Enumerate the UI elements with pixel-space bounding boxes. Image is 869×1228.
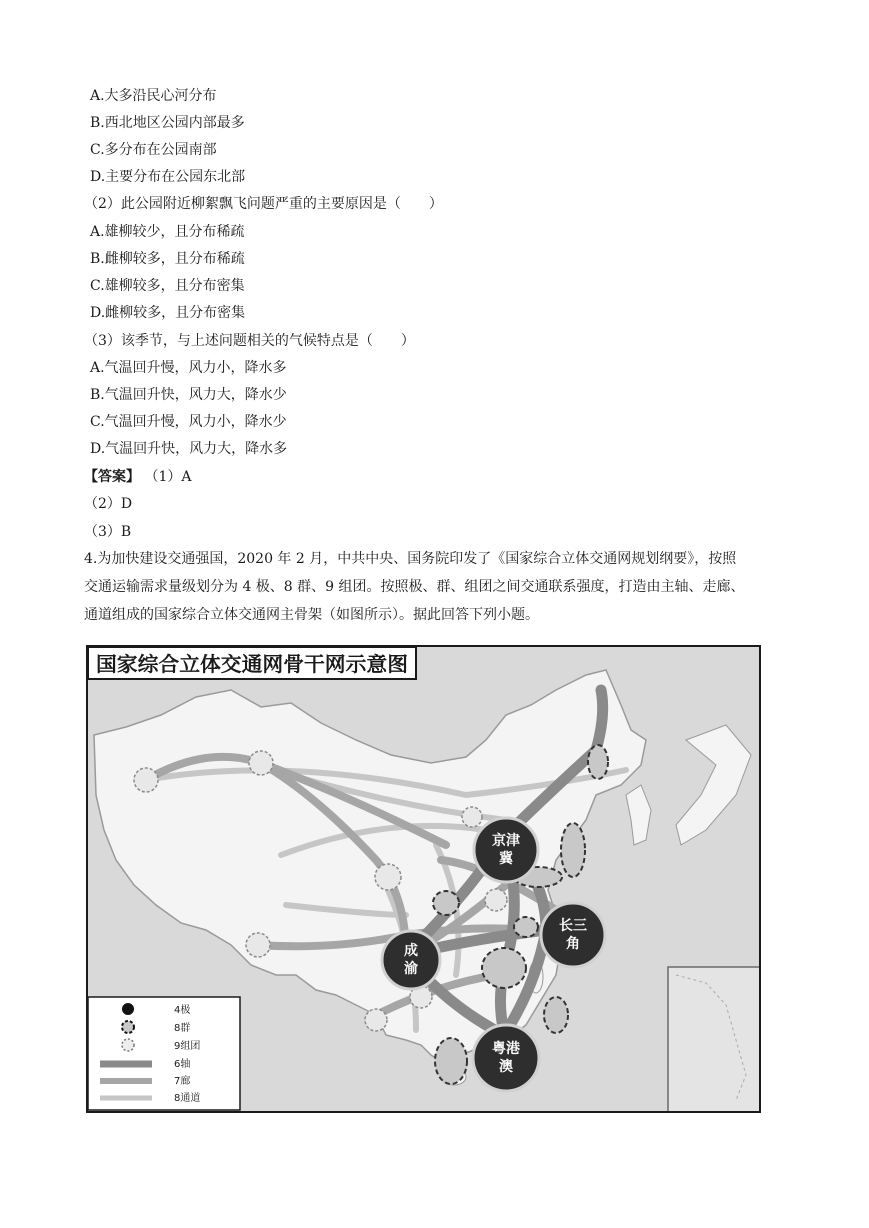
q3-option-b: B.气温回升快，风力大，降水少 bbox=[90, 387, 287, 403]
answer-label: 【答案】 bbox=[84, 469, 140, 485]
map-legend bbox=[88, 997, 240, 1110]
pole-jingjinji-l1: 京津 bbox=[492, 833, 520, 849]
legend-cluster-label: 9组团 bbox=[174, 1041, 201, 1052]
q1-option-a: A.大多沿民心河分布 bbox=[90, 88, 217, 104]
pole-gba-l1: 粤港 bbox=[492, 1041, 520, 1057]
q2-option-a: A.雄柳较少，且分布稀疏 bbox=[90, 224, 245, 240]
q4-line-2: 交通运输需求量级划分为 4 极、8 群、9 组团。按照极、群、组团之间交通联系强度，打造由主轴、走廊、 bbox=[84, 579, 745, 595]
q1-option-b: B.西北地区公园内部最多 bbox=[90, 115, 245, 131]
pole-yangtze-delta-l1: 长三 bbox=[559, 918, 587, 934]
legend-group-symbol bbox=[122, 1021, 134, 1033]
map-title: 国家综合立体交通网骨干网示意图 bbox=[96, 652, 408, 676]
q1-option-c: C.多分布在公园南部 bbox=[90, 142, 217, 158]
q3-stem: （3）该季节，与上述问题相关的气候特点是（ ） bbox=[84, 333, 415, 349]
q2-option-c: C.雄柳较多，且分布密集 bbox=[90, 278, 245, 294]
legend-channel-label: 8通道 bbox=[174, 1093, 201, 1104]
q3-option-c: C.气温回升慢，风力小，降水少 bbox=[90, 414, 287, 430]
legend-corridor-label: 7廊 bbox=[174, 1076, 191, 1087]
answer-1: （1）A bbox=[144, 469, 192, 485]
pole-jingjinji-l2: 冀 bbox=[499, 851, 513, 867]
legend-group-label: 8群 bbox=[174, 1023, 191, 1034]
pole-gba bbox=[473, 1025, 539, 1091]
pole-chengyu-l1: 成 bbox=[404, 943, 418, 959]
pole-chengyu-l2: 渝 bbox=[404, 961, 418, 977]
legend-box bbox=[88, 997, 240, 1110]
south-china-sea-inset bbox=[668, 967, 760, 1112]
q3-option-a: A.气温回升慢，风力小，降水多 bbox=[90, 360, 287, 376]
q1-option-d: D.主要分布在公园东北部 bbox=[90, 169, 246, 185]
q3-option-d: D.气温回升快，风力大，降水多 bbox=[90, 441, 288, 457]
legend-cluster-symbol bbox=[122, 1039, 134, 1051]
transport-network-map bbox=[86, 645, 761, 1113]
legend-axis-label: 6轴 bbox=[174, 1059, 191, 1070]
pole-gba-l2: 澳 bbox=[499, 1059, 513, 1075]
q2-stem: （2）此公园附近柳絮飘飞问题严重的主要原因是（ ） bbox=[84, 196, 443, 212]
pole-jingjinji bbox=[474, 818, 538, 882]
pole-yangtze-delta-l2: 角 bbox=[566, 936, 580, 952]
q4-line-1: 4.为加快建设交通强国，2020 年 2 月，中共中央、国务院印发了《国家综合立体交通网规划纲要》，按照 bbox=[84, 551, 737, 567]
pole-chengyu bbox=[382, 931, 440, 989]
q4-line-3: 通道组成的国家综合立体交通网主骨架（如图所示）。据此回答下列小题。 bbox=[84, 607, 539, 623]
q2-option-d: D.雌柳较多，且分布密集 bbox=[90, 305, 246, 321]
pole-yangtze-delta bbox=[541, 903, 605, 967]
answer-2: （2）D bbox=[84, 496, 133, 512]
legend-pole-label: 4极 bbox=[174, 1005, 191, 1016]
q2-option-b: B.雌柳较多，且分布稀疏 bbox=[90, 251, 245, 267]
legend-pole-symbol bbox=[122, 1003, 134, 1015]
answer-row-1 bbox=[84, 467, 191, 487]
answer-3: （3）B bbox=[84, 524, 132, 540]
